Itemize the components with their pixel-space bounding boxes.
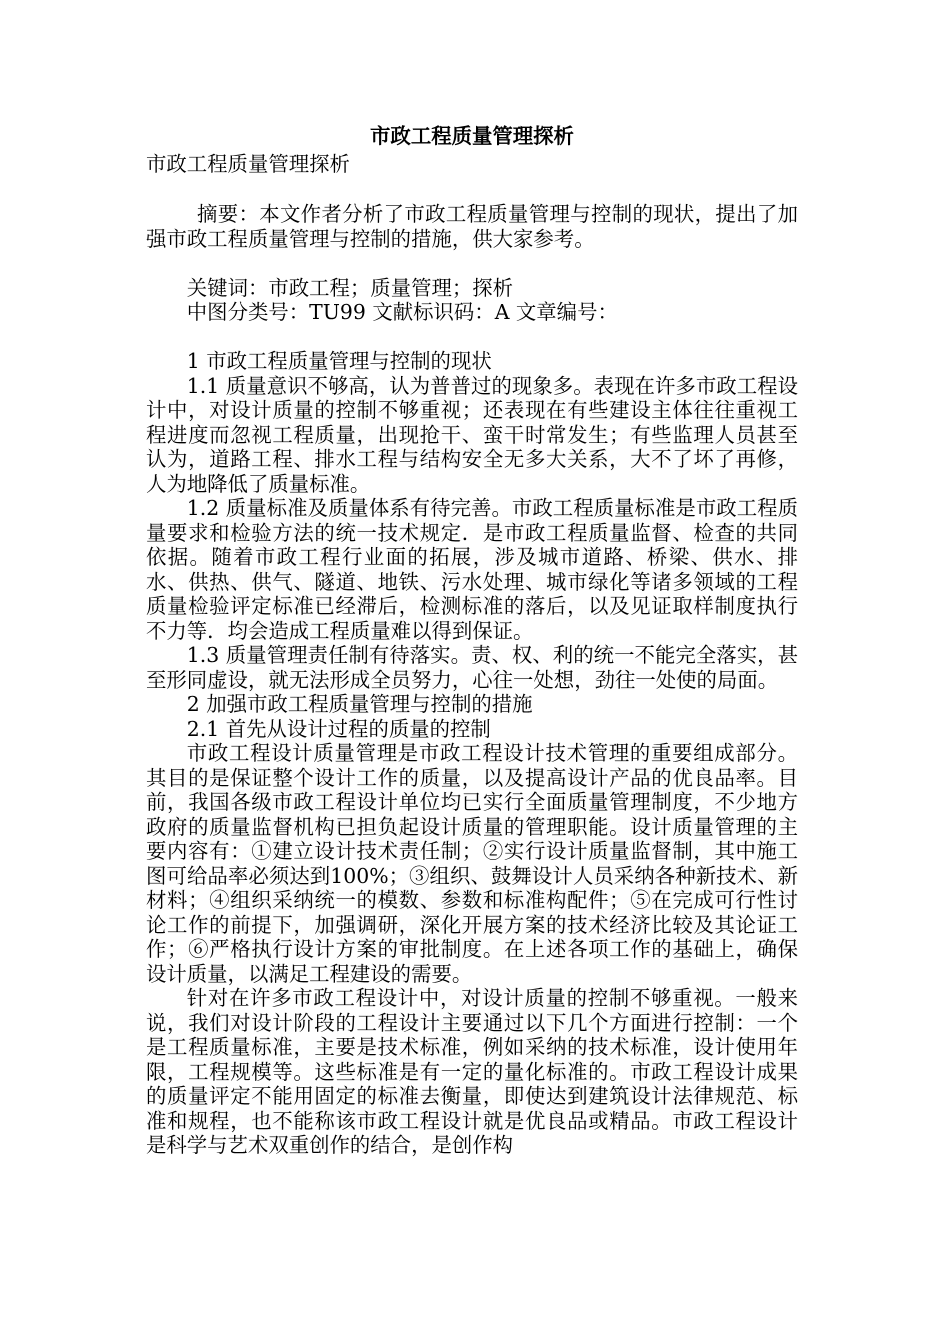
classification-line: 中图分类号：TU99 文献标识码：A 文章编号： (186, 300, 618, 324)
paragraph-2-1-a: 市政工程设计质量管理是市政工程设计技术管理的重要组成部分。其目的是保证整个设计工作的质量，以及提高设计产品的优良品率。目前，我国各级市政工程设计单位均已实行全面质量管理制度，不少地方政府的质量监督机构已担负起设计质量的管理职能。设计质量管理的主要内容有：①建立设计技术责任制；②实行设计质量监督制，其中施工图可给品率必须达到100%；③组织、鼓舞设计人员采纳各种新技术、新材料；④组织采纳统一的模数、参数和标准构配件；⑤在完成可行性讨论工作的前提下，加强调研，深化开展方案的技术经济比较及其论证工作；⑥严格执行设计方案的审批制度。在上述各项工作的基础上，确保设计质量，以满足工程建设的需要。 (146, 741, 798, 986)
keywords-line: 关键词：市政工程；质量管理；探析 (186, 275, 514, 300)
spacer (146, 251, 798, 276)
section-2-1-heading: 2.1 首先从设计过程的质量的控制 (186, 716, 491, 741)
section-2-heading: 2 加强市政工程质量管理与控制的措施 (186, 692, 533, 716)
document-subtitle: 市政工程质量管理探析 (146, 152, 350, 176)
paragraph-1-1: 1.1 质量意识不够高，认为普普过的现象多。表现在许多市政工程设计中，对设计质量的控制不够重视；还表现在有些建设主体往往重视工程进度而忽视工程质量，出现抢干、蛮干时常发生；有些监理人员甚至认为，道路工程、排水工程与结构安全无多大关系，大不了坏了再修，人为地降低了质量标准。 (146, 373, 798, 496)
paragraph-2-1-b: 针对在许多市政工程设计中，对设计质量的控制不够重视。一般来说，我们对设计阶段的工程设计主要通过以下几个方面进行控制：一个是工程质量标准，主要是技术标准，例如采纳的技术标准，设计使用年限，工程规模等。这些标准是有一定的量化标准的。市政工程设计成果的质量评定不能用固定的标准去衡量，即使达到建筑设计法律规范、标准和规程，也不能称该市政工程设计就是优良品或精品。市政工程设计是科学与艺术双重创作的结合，是创作构 (146, 986, 798, 1157)
document-title: 市政工程质量管理探析 (370, 124, 574, 148)
section-1-heading: 1 市政工程质量管理与控制的现状 (186, 349, 492, 373)
abstract-paragraph: 摘要：本文作者分析了市政工程质量管理与控制的现状，提出了加强市政工程质量管理与控制的措施，供大家参考。 (146, 202, 798, 251)
paragraph-1-3: 1.3 质量管理责任制有待落实。责、权、利的统一不能完全落实，甚至形同虚设，就无法形成全员努力，心往一处想，劲往一处使的局面。 (146, 643, 798, 692)
spacer (146, 325, 798, 350)
paragraph-1-2: 1.2 质量标准及质量体系有待完善。市政工程质量标准是市政工程质量要求和检验方法的统一技术规定．是市政工程质量监督、检查的共同依据。随着市政工程行业面的拓展，涉及城市道路、桥梁、供水、排水、供热、供气、隧道、地铁、污水处理、城市绿化等诸多领域的工程质量检验评定标准已经滞后，检测标准的落后，以及见证取样制度执行不力等．均会造成工程质量难以得到保证。 (146, 496, 798, 643)
document-page (146, 122, 798, 1158)
